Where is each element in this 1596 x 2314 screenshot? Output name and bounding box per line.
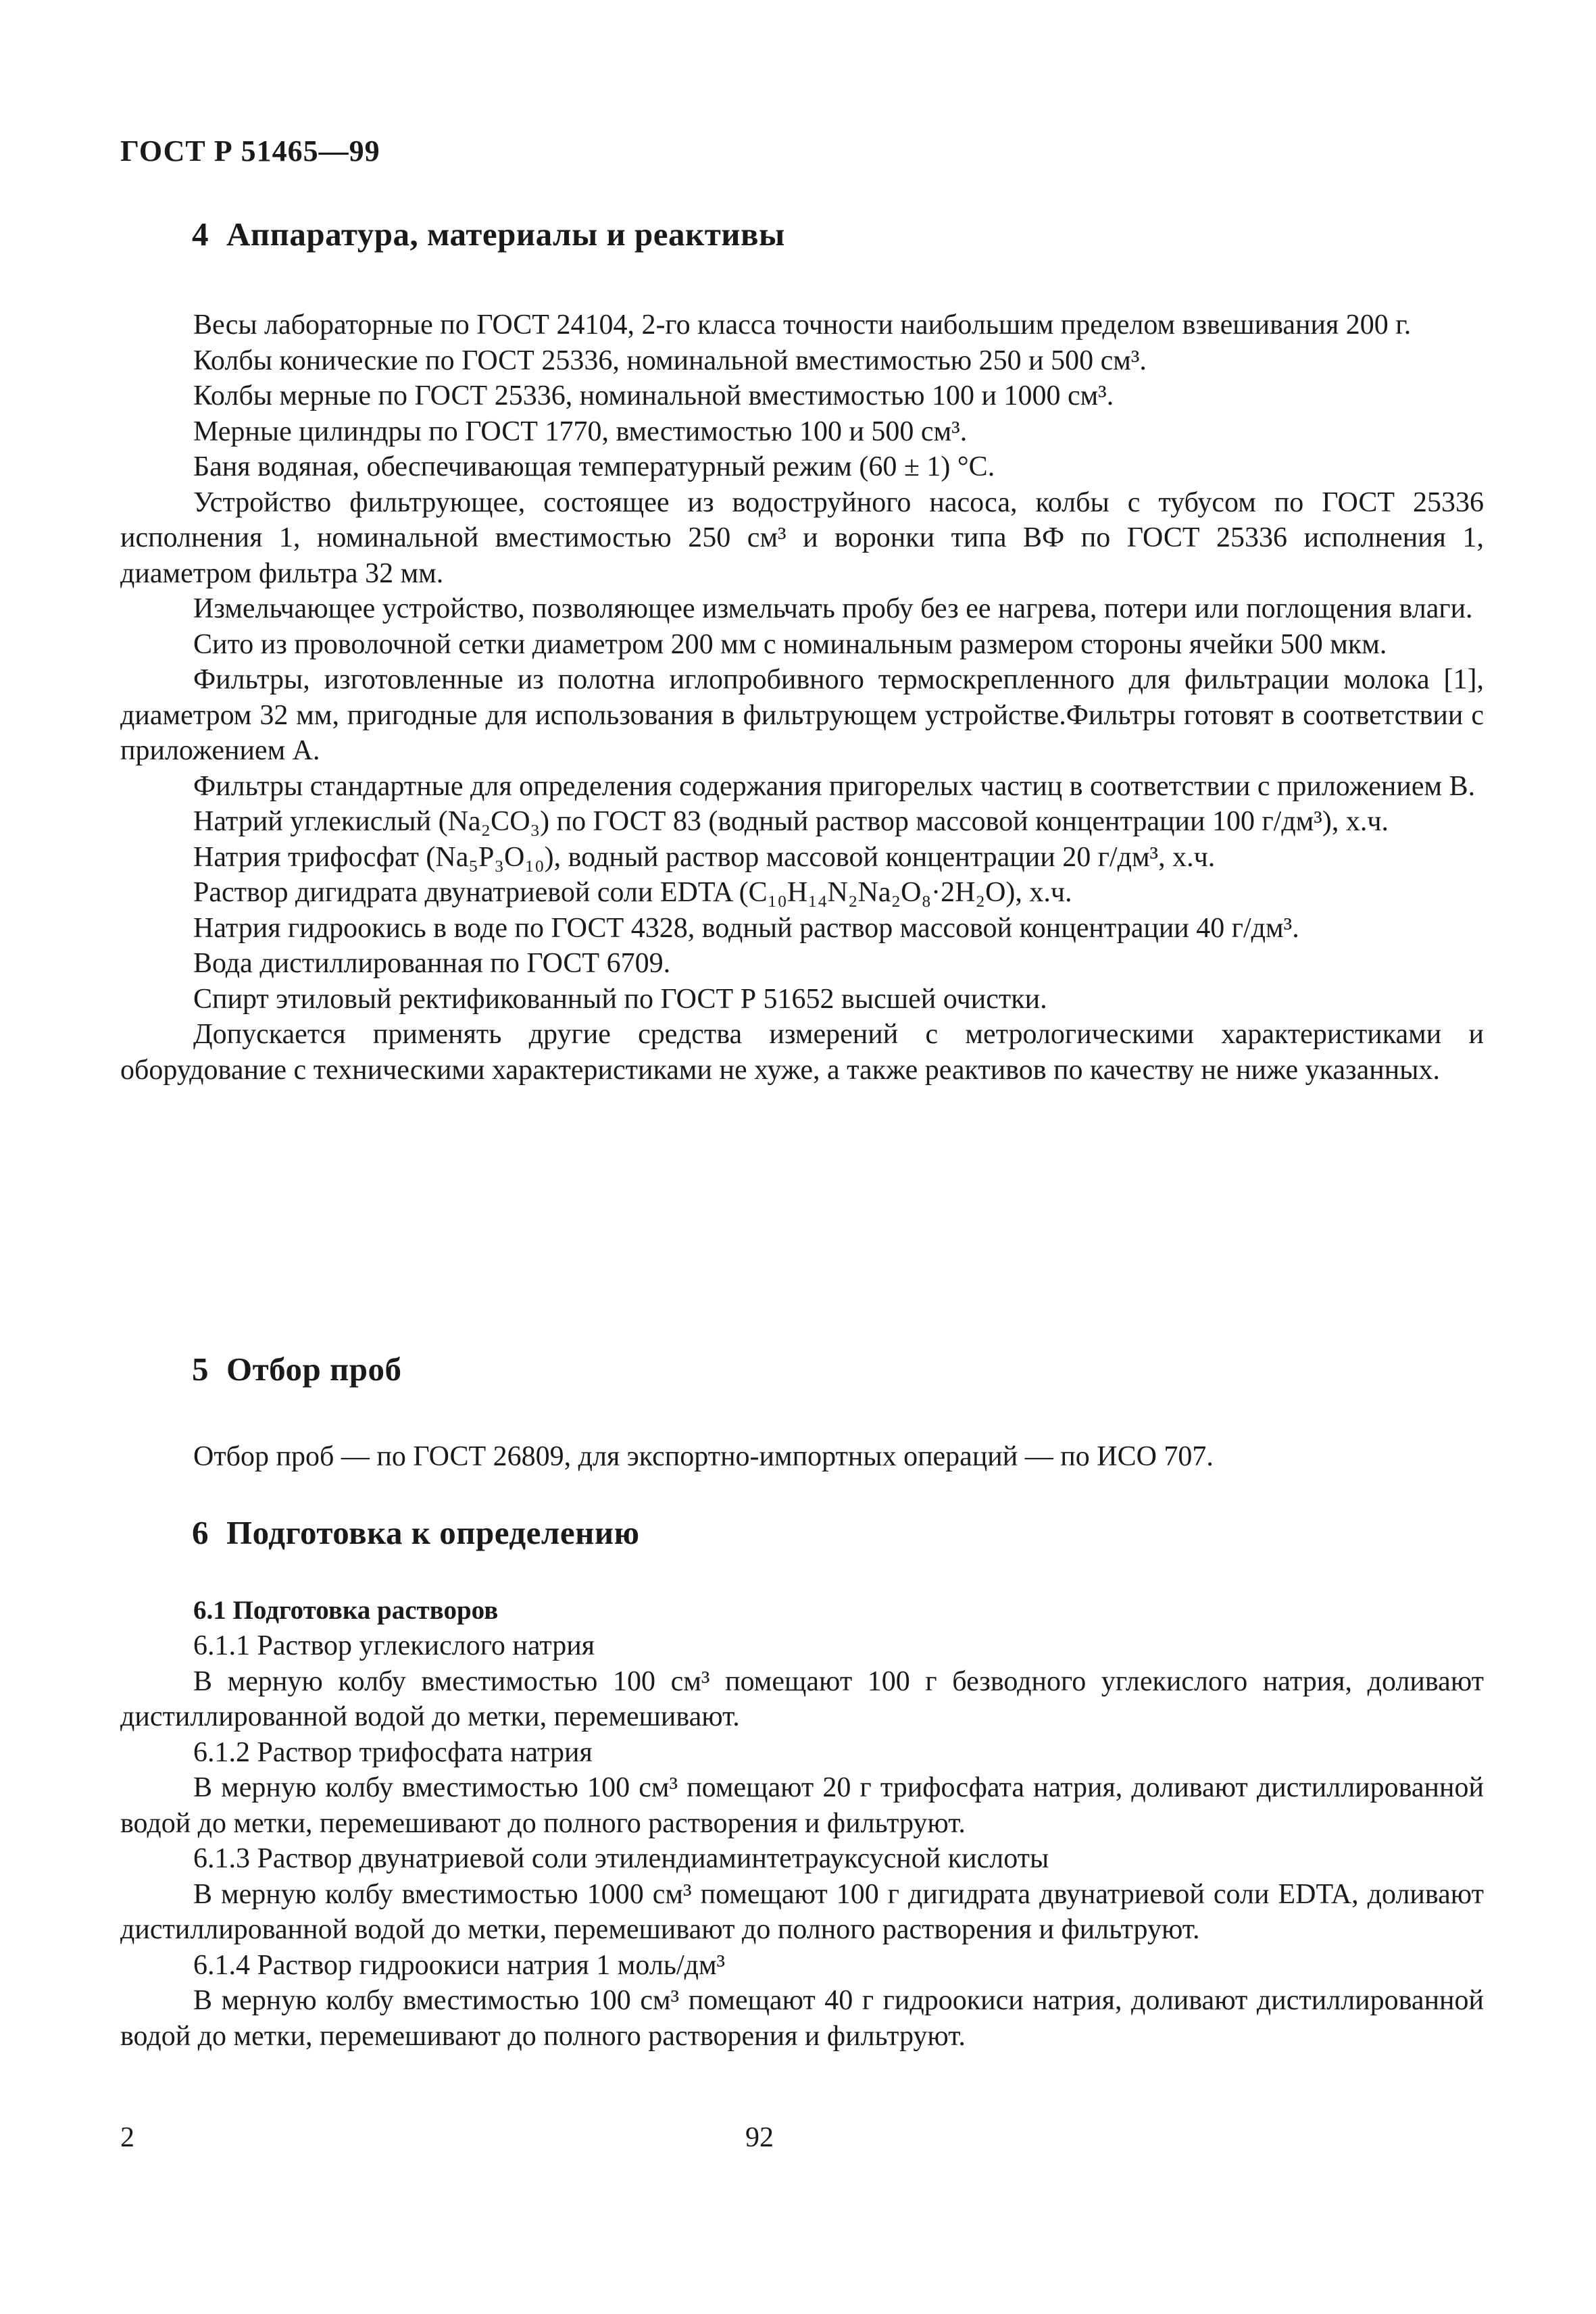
section-5-title: Отбор проб [226,1351,402,1388]
paragraph: Фильтры, изготовленные из полотна иглопробивного термоскрепленного для фильтрации молока [1], диаметром 32 мм, пригодные для использования в фильтрующем устройстве.Фильтры готовят в соответствии с приложением А. [120,664,1484,766]
section-4-heading [192,215,785,253]
section-5-heading [192,1350,402,1388]
paragraph: Спирт этиловый ректификованный по ГОСТ Р 51652 высшей очистки. [193,983,1047,1015]
subsection-6-1-heading: 6.1 Подготовка растворов [193,1596,499,1625]
sheet-number: 92 [745,2122,774,2153]
paragraph: В мерную колбу вместимостью 100 см³ помещают 20 г трифосфата натрия, доливают дистиллированной водой до метки, перемешивают до полного растворения и фильтруют. [120,1772,1484,1839]
section-5-body [120,1439,1484,1475]
paragraph: В мерную колбу вместимостью 100 см³ помещают 40 г гидроокиси натрия, доливают дистиллированной водой до метки, перемешивают до полного растворения и фильтруют. [120,1985,1484,2052]
paragraph: Натрия трифосфат (Na₅P₃O₁₀), водный раствор массовой концентрации 20 г/дм³, х.ч. [193,841,1216,873]
page-number: 2 [120,2122,134,2153]
section-4-title: Аппаратура, материалы и реактивы [226,216,785,253]
paragraph: Баня водяная, обеспечивающая температурный режим (60 ± 1) °С. [193,451,995,482]
paragraph: Вода дистиллированная по ГОСТ 6709. [193,948,671,979]
section-6-number: 6 [192,1514,209,1551]
document-code: ГОСТ Р 51465—99 [120,134,380,168]
clause-heading: 6.1.4 Раствор гидроокиси натрия 1 моль/дм³ [193,1949,726,1981]
section-5-number: 5 [192,1351,209,1388]
paragraph: Допускается применять другие средства измерений с метрологическими характеристиками и оборудование с техническими характеристиками не хуже, а также реактивов по качеству не ниже указанных. [120,1019,1484,1086]
paragraph: Устройство фильтрующее, состоящее из водоструйного насоса, колбы с тубусом по ГОСТ 25336 исполнения 1, номинальной вместимостью 250 см³ и воронки типа ВФ по ГОСТ 25336 исполнения 1, диаметром фильтра 32 мм. [120,486,1484,589]
clause-heading: 6.1.1 Раствор углекислого натрия [193,1630,595,1661]
paragraph: Натрий углекислый (Na₂CO₃) по ГОСТ 83 (водный раствор массовой концентрации 100 г/дм³), х.ч. [193,806,1389,837]
document-page [120,0,1484,2314]
paragraph: Сито из проволочной сетки диаметром 200 мм с номинальным размером стороны ячейки 500 мкм. [193,628,1387,660]
section-6-body [120,1593,1484,2054]
section-6-title: Подготовка к определению [226,1514,640,1551]
paragraph: Колбы мерные по ГОСТ 25336, номинальной вместимостью 100 и 1000 см³. [193,380,1114,411]
paragraph: Раствор дигидрата двунатриевой соли EDTA (C₁₀H₁₄N₂Na₂O₈·2H₂O), х.ч. [193,877,1072,908]
section-6-heading [192,1513,640,1552]
paragraph: Измельчающее устройство, позволяющее измельчать пробу без ее нагрева, потери или поглощения влаги. [193,593,1473,624]
paragraph: Колбы конические по ГОСТ 25336, номинальной вместимостью 250 и 500 см³. [193,345,1147,376]
paragraph: Натрия гидроокись в воде по ГОСТ 4328, водный раствор массовой концентрации 40 г/дм³. [193,912,1299,944]
clause-heading: 6.1.2 Раствор трифосфата натрия [193,1736,593,1768]
clause-heading: 6.1.3 Раствор двунатриевой соли этилендиаминтетрауксусной кислоты [193,1843,1049,1874]
section-4-body [120,307,1484,1088]
paragraph: Отбор проб — по ГОСТ 26809, для экспортно-импортных операций — по ИСО 707. [193,1441,1214,1472]
paragraph: Мерные цилиндры по ГОСТ 1770, вместимостью 100 и 500 см³. [193,416,968,447]
paragraph: Весы лабораторные по ГОСТ 24104, 2-го класса точности наибольшим пределом взвешивания 200 г. [193,309,1412,341]
section-4-number: 4 [192,216,209,253]
paragraph: В мерную колбу вместимостью 1000 см³ помещают 100 г дигидрата двунатриевой соли EDTA, доливают дистиллированной водой до метки, перемешивают до полного растворения и фильтруют. [120,1878,1484,1945]
paragraph: В мерную колбу вместимостью 100 см³ помещают 100 г безводного углекислого натрия, доливают дистиллированной водой до метки, перемешивают. [120,1665,1484,1732]
paragraph: Фильтры стандартные для определения содержания пригорелых частиц в соответствии с приложением В. [193,770,1476,802]
